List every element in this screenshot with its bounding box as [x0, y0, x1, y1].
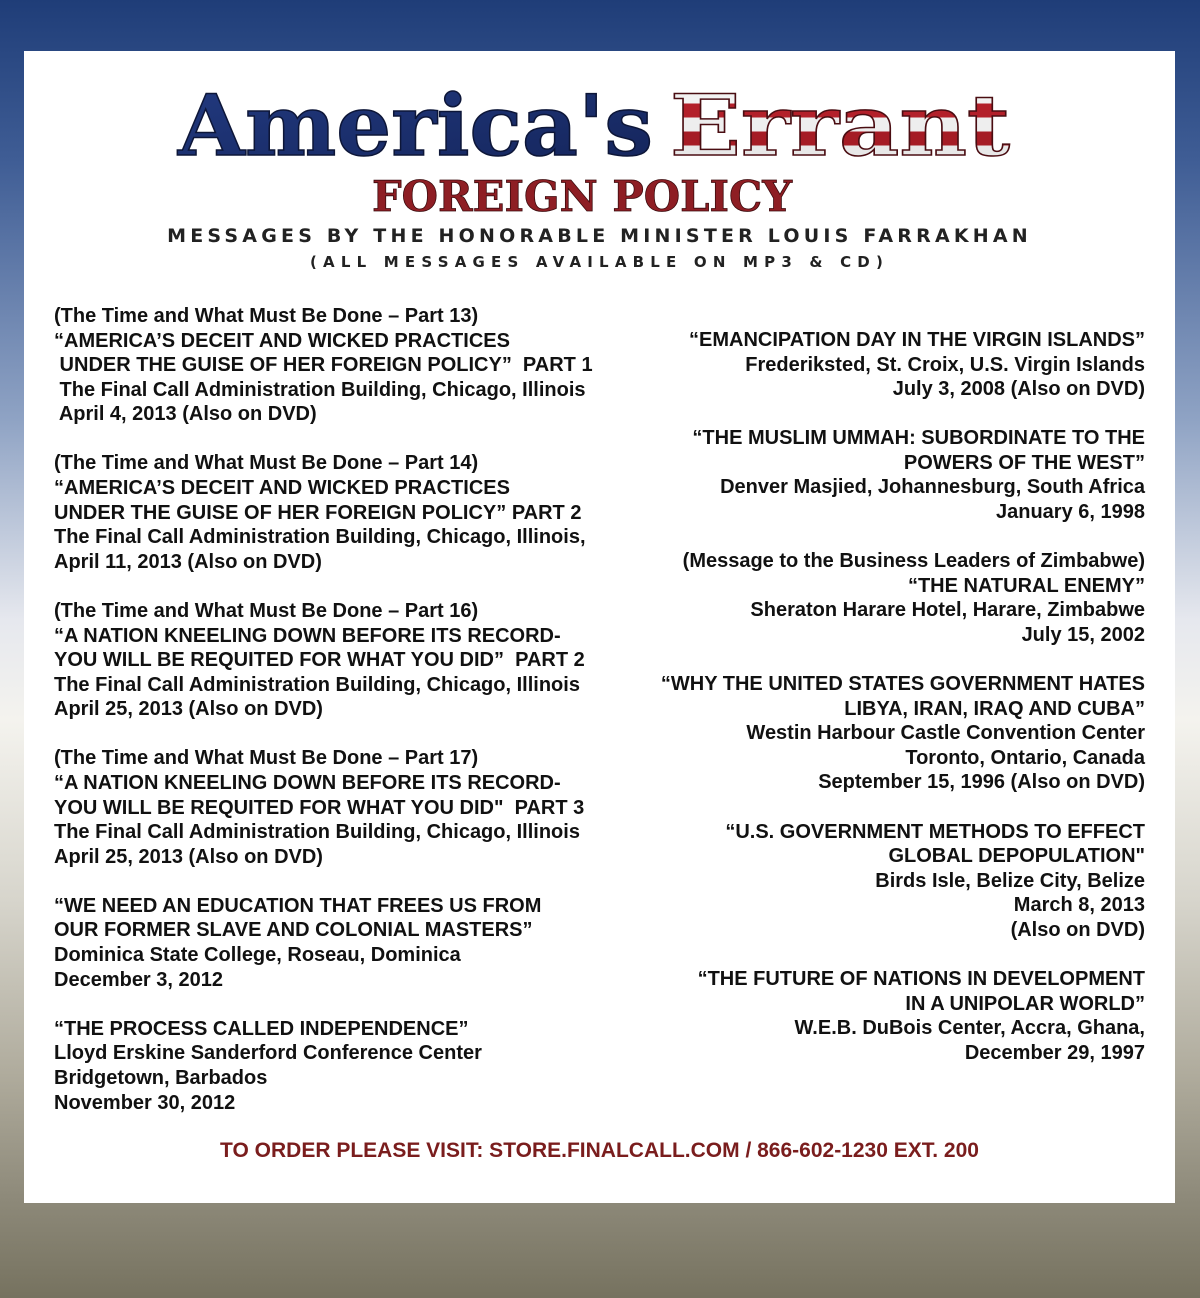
message-line: November 30, 2012: [54, 1091, 236, 1114]
message-entry: [625, 549, 1145, 647]
logo-word-americas: America's: [176, 76, 653, 175]
message-line: “WHY THE UNITED STATES GOVERNMENT HATES: [660, 673, 1145, 696]
message-entry: [625, 426, 1145, 524]
message-entry: [625, 672, 1145, 795]
message-line: March 8, 2013: [1013, 894, 1145, 917]
logo-foreign-policy: FOREIGN POLICY: [371, 172, 793, 221]
message-line: “THE FUTURE OF NATIONS IN DEVELOPMENT: [697, 967, 1145, 990]
poster-panel: [24, 51, 1175, 1203]
message-line: Westin Harbour Castle Convention Center: [746, 722, 1145, 745]
availability-note: (ALL MESSAGES AVAILABLE ON MP3 & CD): [309, 253, 890, 271]
message-line: IN A UNIPOLAR WORLD”: [905, 992, 1145, 1015]
left-message-list: [54, 304, 634, 1140]
message-line: January 6, 1998: [996, 501, 1145, 524]
message-line: UNDER THE GUISE OF HER FOREIGN POLICY” PART 2: [54, 501, 582, 524]
right-message-list: [625, 328, 1145, 1090]
message-line: Birds Isle, Belize City, Belize: [875, 869, 1145, 892]
message-line: The Final Call Administration Building, Chicago, Illinois,: [54, 526, 586, 549]
message-line: UNDER THE GUISE OF HER FOREIGN POLICY” PART 1: [54, 354, 593, 377]
message-line: Dominica State College, Roseau, Dominica: [54, 944, 461, 967]
message-line: “THE NATURAL ENEMY”: [907, 574, 1145, 597]
message-line: LIBYA, IRAN, IRAQ AND CUBA”: [844, 697, 1145, 720]
title-logo-graphic: [170, 73, 1030, 223]
message-line: “THE MUSLIM UMMAH: SUBORDINATE TO THE: [692, 427, 1145, 450]
message-line: (The Time and What Must Be Done – Part 14): [54, 452, 479, 475]
message-entry: [625, 328, 1145, 402]
message-entry: [54, 894, 634, 992]
message-line: “EMANCIPATION DAY IN THE VIRGIN ISLANDS”: [689, 329, 1145, 351]
message-line: (The Time and What Must Be Done – Part 17): [54, 747, 479, 770]
message-line: The Final Call Administration Building, Chicago, Illinois: [54, 673, 580, 696]
message-line: “THE PROCESS CALLED INDEPENDENCE”: [54, 1017, 469, 1040]
message-line: December 3, 2012: [54, 968, 224, 991]
message-line: Frederiksted, St. Croix, U.S. Virgin Islands: [745, 353, 1145, 376]
message-line: December 29, 1997: [964, 1041, 1145, 1064]
message-entry: [54, 451, 634, 574]
message-line: (Also on DVD): [1010, 918, 1145, 941]
message-line: The Final Call Administration Building, Chicago, Illinois: [54, 378, 586, 401]
message-line: YOU WILL BE REQUITED FOR WHAT YOU DID" PART 3: [54, 796, 585, 819]
message-line: (Message to the Business Leaders of Zimbabwe): [682, 550, 1145, 573]
message-line: July 15, 2002: [1021, 623, 1145, 646]
message-entry: [54, 1017, 634, 1115]
speaker-subtitle: MESSAGES BY THE HONORABLE MINISTER LOUIS FARRAKHAN: [167, 225, 1032, 247]
message-line: July 3, 2008 (Also on DVD): [892, 378, 1145, 401]
message-line: April 11, 2013 (Also on DVD): [54, 550, 322, 573]
message-line: (The Time and What Must Be Done – Part 13): [54, 305, 479, 327]
message-entry: [54, 599, 634, 722]
message-line: (The Time and What Must Be Done – Part 16): [54, 599, 479, 622]
message-line: April 25, 2013 (Also on DVD): [54, 698, 323, 721]
message-entry: [625, 967, 1145, 1065]
message-line: April 25, 2013 (Also on DVD): [54, 845, 323, 868]
message-line: Sheraton Harare Hotel, Harare, Zimbabwe: [750, 599, 1145, 622]
title-logo: [24, 73, 1175, 233]
message-line: OUR FORMER SLAVE AND COLONIAL MASTERS”: [54, 919, 533, 942]
logo-word-errant: Errant: [669, 76, 1010, 175]
message-line: “A NATION KNEELING DOWN BEFORE ITS RECORD-: [54, 772, 561, 794]
order-info: TO ORDER PLEASE VISIT: STORE.FINALCALL.COM / 866-602-1230 EXT. 200: [220, 1139, 979, 1162]
message-line: GLOBAL DEPOPULATION": [888, 845, 1145, 868]
message-line: Lloyd Erskine Sanderford Conference Center: [54, 1042, 482, 1065]
message-line: Denver Masjied, Johannesburg, South Africa: [720, 476, 1145, 499]
message-entry: [625, 820, 1145, 943]
message-line: Toronto, Ontario, Canada: [905, 746, 1145, 769]
message-line: September 15, 1996 (Also on DVD): [818, 771, 1145, 794]
message-line: “A NATION KNEELING DOWN BEFORE ITS RECORD-: [54, 624, 561, 647]
message-line: “AMERICA’S DECEIT AND WICKED PRACTICES: [54, 329, 510, 352]
message-line: “WE NEED AN EDUCATION THAT FREES US FROM: [54, 894, 542, 917]
message-line: “U.S. GOVERNMENT METHODS TO EFFECT: [725, 820, 1145, 843]
message-line: W.E.B. DuBois Center, Accra, Ghana,: [794, 1017, 1145, 1040]
message-entry: [54, 746, 634, 869]
message-line: YOU WILL BE REQUITED FOR WHAT YOU DID” PART 2: [54, 649, 585, 672]
message-line: The Final Call Administration Building, Chicago, Illinois: [54, 821, 580, 844]
message-entry: [54, 304, 634, 427]
message-line: “AMERICA’S DECEIT AND WICKED PRACTICES: [54, 477, 510, 500]
message-line: Bridgetown, Barbados: [54, 1066, 268, 1089]
message-line: POWERS OF THE WEST”: [903, 451, 1145, 474]
message-line: April 4, 2013 (Also on DVD): [54, 403, 317, 426]
